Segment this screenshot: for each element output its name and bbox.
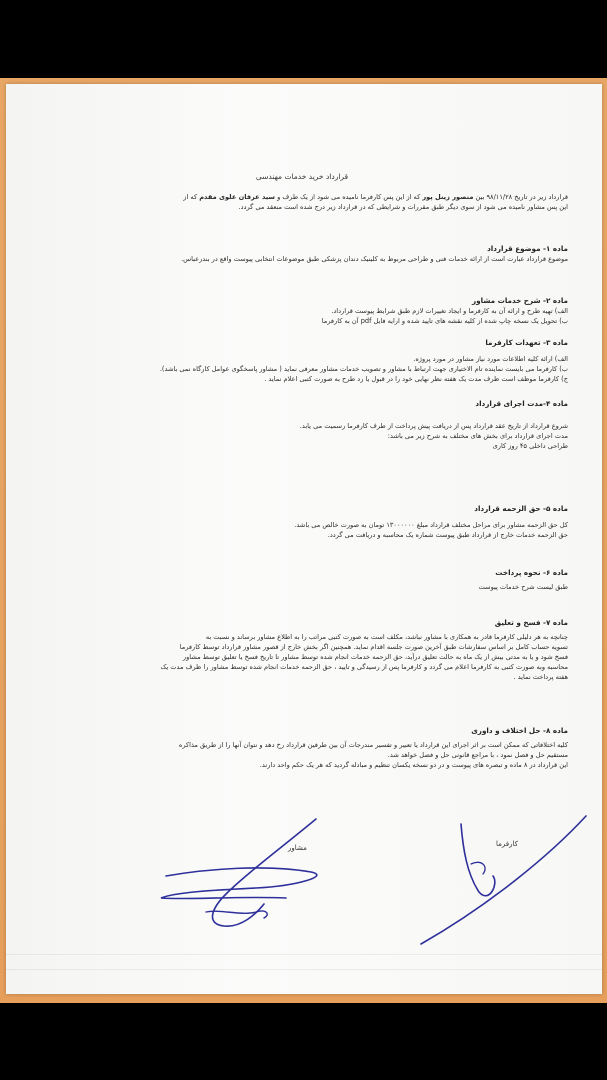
section-line: این قرارداد در ۸ ماده و تبصره های پیوست و در دو نسخه یکسان تنظیم و مبادله گردید که هر یک حکم واحد دارند. (259, 761, 568, 769)
section-line: طراحی داخلی ۴۵ روز کاری (492, 442, 568, 450)
section-line: موضوع قرارداد عبارت است از ارائه خدمات فنی و طراحی مربوط به کلینیک دندان پزشکی طبق موضوعات انتخابی پیوست واقع در بندرعباس. (181, 255, 568, 263)
intro-text: بین (475, 193, 485, 201)
section-heading: ماده ۷- فسخ و تعلیق (494, 618, 568, 627)
client-signature-label: کارفرما (496, 840, 518, 848)
section-line: مدت اجرای قرارداد برای بخش های مختلف به شرح زیر می باشد: (387, 432, 568, 440)
section-line: الف) ارائه کلیه اطلاعات مورد نیاز مشاور در مورد پروژه. (413, 355, 568, 363)
section-line: مستقیم حل و فصل نمود ، با مراجع قانونی حل و فصل خواهد شد. (387, 751, 568, 759)
section-5 (36, 504, 568, 540)
intro-text: که از (183, 193, 198, 201)
document-title: قرارداد خرید خدمات مهندسی (255, 172, 349, 181)
section-line: تسویه حساب کامل بر اساس سفارشات طبق آخرین صورت جلسه اقدام نماید. همچنین اگر بخش خارج از قصور مشاور قرارداد توسط کارفرما (179, 643, 568, 651)
intro-line-2: این پس مشاور نامیده می شود از سوی دیگر طبق مقررات و شرایطی که در قرارداد زیر درج شده است منعقد می گردد. (238, 203, 568, 211)
intro-line-1 (36, 192, 568, 202)
section-line: الف) تهیه طرح و ارائه آن به کارفرما و ایجاد تغییرات لازم طبق شرایط پیوست قرارداد. (331, 307, 568, 315)
intro-paragraph (36, 192, 568, 212)
section-2 (36, 296, 568, 326)
section-4 (36, 399, 568, 451)
section-heading: ماده ۵- حق الزحمه قرارداد (474, 504, 568, 513)
consultant-signature (146, 814, 346, 944)
section-7 (36, 618, 568, 682)
section-line: ب) کارفرما می بایست نماینده تام الاختیاری جهت ارتباط با مشاور و تصویب خدمات مشاور معرفی نماید ( مشاور پاسخگوی عوامل کارگاه نمی باشد). (159, 365, 568, 373)
section-line: فسخ شود و یا به مدتی بیش از یک ماه به حالت تعلیق درآید، حق الزحمه خدمات انجام شده توسط مشاور تا تاریخ فسخ یا تعلیق توسط مشاور (182, 653, 568, 661)
section-3 (36, 338, 568, 384)
section-1 (36, 244, 568, 264)
consultant-signature-label: مشاور (288, 844, 307, 852)
client-name: منصور زینل پور (422, 193, 474, 201)
section-line: حق الزحمه خدمات خارج از قرارداد طبق پیوست شماره یک محاسبه و دریافت می گردد. (327, 531, 568, 539)
section-line: هفته پرداخت نماید . (513, 673, 568, 681)
section-heading: ماده ۸- حل اختلاف و داوری (471, 726, 568, 735)
section-8 (36, 726, 568, 770)
intro-text: که از این پس کارفرما نامیده می شود از یک طرف و (277, 193, 421, 201)
section-heading: ماده ۶- نحوه پرداخت (495, 568, 568, 577)
section-heading: ماده ۲- شرح خدمات مشاور (472, 296, 568, 305)
section-heading: ماده ۱- موضوع قرارداد (487, 244, 568, 253)
section-6 (36, 568, 568, 592)
section-line: طبق لیست شرح خدمات پیوست (478, 583, 568, 591)
page-edge-line (6, 954, 602, 955)
section-line: شروع قرارداد از تاریخ عقد قرارداد پس از دریافت پیش پرداخت از طرف کارفرما رسمیت می یابد. (299, 422, 568, 430)
consultant-name: سید عرفان علوی مقدم (199, 193, 275, 201)
section-line: ب) تحویل یک نسخه چاپ شده از کلیه نقشه های تایید شده و ارایه فایل pdf آن به کارفرما (321, 317, 568, 325)
section-line: کلیه اختلافاتی که ممکن است بر اثر اجرای این قرارداد یا تعبیر و تفسیر مندرجات آن بین طرفین قرارداد رخ دهد و نتوان آنها را از طریق مذاکره (178, 741, 568, 749)
section-line: محاسبه وبه صورت کتبی به کارفرما اعلام می گردد و کارفرما پس از رسیدگی و تایید ، حق الزحمه خدمات انجام شده توسط مشاور را ظرف مدت یک (160, 663, 568, 671)
client-signature (401, 804, 601, 954)
section-line: کل حق الزحمه مشاور برای مراحل مختلف قرارداد مبلغ ۱۳۰۰۰۰۰۰ تومان به صورت خالص می باشد. (294, 521, 568, 529)
section-heading: ماده ۴-مدت اجرای قرارداد (475, 399, 568, 408)
section-heading: ماده ۳- تعهدات کارفرما (485, 338, 568, 347)
contract-date: ۹۸/۱۱/۲۸ (486, 193, 513, 201)
contract-page (6, 84, 602, 994)
document-photo (0, 78, 607, 1003)
section-line: ج) کارفرما موظف است ظرف مدت یک هفته نظر نهایی خود را در قبول یا رد طرح به صورت کتبی اعلام نماید . (264, 375, 568, 383)
intro-text: قرارداد زیر در تاریخ (514, 193, 568, 201)
section-line: چنانچه به هر دلیلی کارفرما قادر به همکاری با مشاور نباشد، مکلف است به صورت کتبی مراتب را به اطلاع مشاور برساند و نسبت به (205, 633, 568, 641)
page-edge-line (6, 969, 602, 970)
